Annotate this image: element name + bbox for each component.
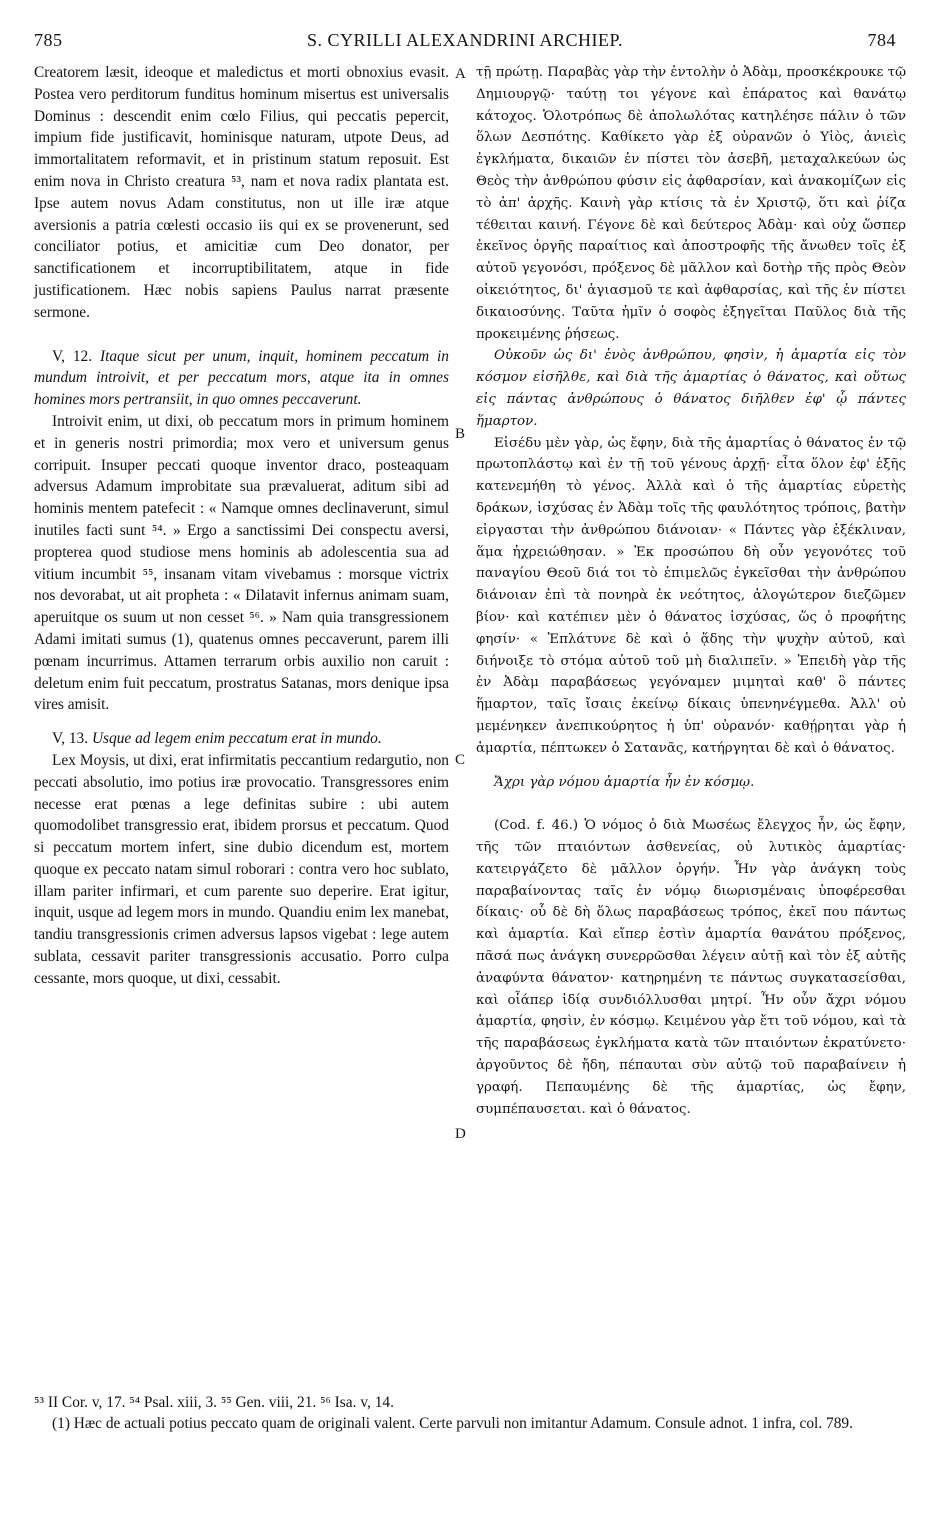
verse-text: Οὐκοῦν ὡς δι' ἑνὸς ἀνθρώπου, φησὶν, ἡ ἁμαρτία εἰς τὸν κόσμον εἰσῆλθε, καὶ διὰ τῆς ἁμαρτίας ὁ θάνατος, καὶ οὕτως εἰς πάντας ἀνθρώπους ὁ θάνατος διῆλθεν ἐφ' ᾧ πάντες ἥμαρτον. (476, 348, 906, 429)
column-number-right: 784 (867, 30, 896, 50)
greek-column (476, 62, 906, 1120)
column-number-left: 785 (34, 30, 63, 50)
greek-verse-13 (476, 772, 906, 794)
latin-verse-13 (34, 728, 449, 750)
latin-column (34, 62, 449, 990)
margin-letter-a: A (455, 66, 466, 82)
footnote-1: (1) Hæc de actuali potius peccato quam de originali valent. Certe parvuli non imitantur Adamum. Consule adnot. 1 infra, col. 789. (52, 1415, 853, 1432)
latin-paragraph: Introivit enim, ut dixi, ob peccatum mors in primum hominem et in generis nostri primordia; mox vero et universum genus corripuit. Insuper peccati quoque inventor draco, posteaquam adversus Adamum improbitate sua prævaluerat, aditum sibi ad hominis mentem patefecit : « Namque omnes declinaverunt, simul inutiles facti sunt ⁵⁴. » Ergo a sanctissimi Dei conspectu aversi, propterea quod studiose mens hominis ab adolescentia sua ad vitium incumbit ⁵⁵, insanam vitam vivebamus : morsque victrix nos devorabat, ut ait propheta : « Dilatavit infernus animam suam, aperuitque os suum ut non cesset ⁵⁶. » Nam quia transgressionem Adami imitati sumus (1), quatenus omnes peccaverunt, parem illi pœnam incurrimus. Attamen terrarum orbis auxilio non caruit : deletum enim fuit peccatum, prostratus Satanas, mors denique ipsa vires amisit. (34, 412, 449, 714)
footnote-references: ⁵³ II Cor. v, 17. ⁵⁴ Psal. xiii, 3. ⁵⁵ Gen. viii, 21. ⁵⁶ Isa. v, 14. (34, 1394, 394, 1411)
running-title: S. CYRILLI ALEXANDRINI ARCHIEP. (306, 30, 623, 50)
greek-paragraph: τῇ πρώτῃ. Παραβὰς γὰρ τὴν ἐντολὴν ὁ Ἀδὰμ, προσκέκρουκε τῷ Δημιουργῷ· ταύτῃ τοι γέγονε καὶ ἐπάρατος καὶ θανάτῳ κάτοχος. Ὁλοτρόπως δὲ ἀπολωλότας κατηλέησε πάλιν ὁ τῶν ὅλων Δεσπότης. Καθίκετο γὰρ ἐξ οὐρανῶν ὁ Υἱὸς, ἀνιεὶς ἐγκλήματα, δικαιῶν ἐν πίστει τὸν ἀσεβῆ, μεταχαλκεύων ὡς Θεὸς τὴν ἀνθρώπου φύσιν εἰς ἀφθαρσίαν, καὶ ἀνακομίζων εἰς τὸ ἀπ' ἀρχῆς. Καινὴ γὰρ κτίσις τὰ ἐν Χριστῷ, ὅτι καὶ ῥίζα τέθειται καινή. Γέγονε δὲ καὶ δεύτερος Ἀδὰμ· καὶ οὐχ ὥσπερ ἐκεῖνος ὀργῆς παραίτιος καὶ ἀποστροφῆς τῆς ἄνωθεν τοῖς ἐξ αὐτοῦ γεγονόσι, πρόξενος δὲ μᾶλλον καὶ δοτὴρ τῆς πρὸς Θεὸν οἰκειότητος, δι' ἁγιασμοῦ τε καὶ ἀφθαρσίας, καὶ τῆς ἐν πίστει δικαιοσύνης. Ταῦτα ἡμῖν ὁ σοφὸς ἐξηγεῖται Παῦλος διὰ τῆς προκειμένης ῥήσεως. (476, 65, 906, 342)
latin-verse-12 (34, 346, 449, 411)
margin-letter-d: D (455, 1126, 466, 1142)
margin-letter-c: C (455, 752, 466, 768)
footnotes (34, 1392, 896, 1434)
verse-reference: V, 13. (52, 730, 89, 748)
page-header (34, 30, 896, 56)
greek-paragraph: (Cod. f. 46.) Ὁ νόμος ὁ διὰ Μωσέως ἔλεγχος ἦν, ὡς ἔφην, τῆς τῶν πταιόντων ἀσθενείας, οὐ λυτικὸς ἁμαρτίας· κατειργάζετο δὲ μᾶλλον ὀργήν. Ἦν γὰρ ἀνάγκη τοὺς παραβαίνοντας ταῖς ἐν νόμῳ διωρισμέναις ὑποφέρεσθαι δίκαις· οὗ δὲ δὴ ὅλως παραβάσεως τρόπος, ἐκεῖ που πάντως καὶ ἁμαρτία. Καὶ εἴπερ ἐστὶν ἁμαρτία θανάτου πρόξενος, πᾶσά πως ἀνάγκη συνερρῶσθαι λέγειν αὐτῇ καὶ τὸν ἐξ αὐτῆς ἀναφύντα θάνατον· κατηρημένη τε πάντως συγκατασείσθαι, καὶ οἷάπερ ἰδίᾳ συνδιόλλυσθαι μητρί. Ἦν οὖν ἄχρι νόμου ἁμαρτία, φησὶν, ἐν κόσμῳ. Κειμένου γὰρ ἔτι τοῦ νόμου, καὶ τὰ τῆς παραβάσεως ἐγκλήματα κατὰ τῶν πταιόντων ἐκρατύνετο· ἀργοῦντος δὲ ἤδη, πέπαυται σὺν αὐτῷ τοῦ παραβαίνειν ἡ γραφή. Πεπαυμένης δὲ τῆς ἁμαρτίας, ὡς ἔφην, συμπέπαυσεται. καὶ ὁ θάνατος. (476, 818, 906, 1117)
latin-paragraph: Creatorem læsit, ideoque et maledictus et morti obnoxius evasit. Postea vero perditorum funditus hominum misertus est universalis Dominus : descendit enim cœlo Filius, qui peccatis pepercit, impium fide justificavit, hominisque naturam, utpote Deus, ad immortalitatem reformavit, et in pristinum statum reposuit. Est enim nova in Christo creatura ⁵³, nam et nova radix plantata est. Ipse autem novus Adam constitutus, non ut ille iræ atque aversionis a patria cœlesti occasio iis qui ex se provenerunt, sed conciliator potius, et amicitiæ cum Deo donator, per sanctificationem et incorruptibilitatem, atque in fide justificationem. Hæc nobis sapiens Paulus narrat præsente sermone. (34, 64, 449, 321)
verse-text: Ἄχρι γὰρ νόμου ἁμαρτία ἦν ἐν κόσμῳ. (494, 774, 755, 790)
greek-verse-12 (476, 345, 906, 432)
verse-reference: V, 12. (52, 347, 93, 365)
greek-paragraph: Εἰσέδυ μὲν γὰρ, ὡς ἔφην, διὰ τῆς ἁμαρτίας ὁ θάνατος ἐν τῷ πρωτοπλάστῳ καὶ ἐν τῇ τοῦ γένους ἀρχῇ· εἶτα ὅλον ἐφ' ἑξῆς κατενεμήθη τὸ γένος. Ἀλλὰ καὶ ὁ τῆς ἁμαρτίας εὑρετὴς δράκων, ἰσχύσας ἐν Ἀδὰμ τοῖς τῆς φαυλότητος τρόποις, βατὴν εἰργασται τὴν ἀνθρώπου διάνοιαν· « Πάντες γὰρ ἐξέκλιναν, ἅμα ἠχρειώθησαν. » Ἐκ προσώπου δὴ οὖν γεγονότες τοῦ παναγίου Θεοῦ διά τοι τὸ ἐπιμελῶς ἐγκεῖσθαι τὴν ἀνθρώπου διάνοιαν ἐπὶ τὰ πονηρὰ ἐκ νεότητος, ἀλογώτερον διεζῶμεν βίον· καὶ κατέπιεν μὲν ὁ θάνατος ἰσχύσας, ὥς ὁ προφήτης φησίν· « Ἐπλάτυνε δὲ καὶ ὁ ᾅδης τὴν ψυχὴν αὐτοῦ, καὶ διήνοιξε τὸ στόμα αὐτοῦ τοῦ μὴ διαλιπεῖν. » Ἐπειδὴ γὰρ τῆς ἐν Ἀδὰμ παραβάσεως γεγόναμεν μιμηταὶ καθ' ὃ πάντες ἥμαρτον, ταῖς ἴσαις ἐκείνῳ δίκαις ὑπενηνέγμεθα. Ἀλλ' οὐ μεμένηκεν ἀνεπικούρητος ἡ ὑπ' οὐρανόν· καθῄρηται γὰρ ἡ ἁμαρτία, πέπτωκεν ὁ Σατανᾶς, κατήργηται δὲ καὶ ὁ θάνατος. (476, 435, 906, 756)
verse-text: Itaque sicut per unum, inquit, hominem peccatum in mundum introivit, et per peccatum mors, atque ita in omnes homines mors pertransiit, in quo omnes peccaverunt. (34, 347, 449, 409)
latin-paragraph: Lex Moysis, ut dixi, erat infirmitatis peccantium redargutio, non peccati absolutio, imo potius iræ provocatio. Transgressores enim necesse erat pœnas a lege definitas subire : ubi autem quomodolibet transgressio erat, ibidem prorsus et peccatum. Quod si peccatum mortem infert, sine dubio dicendum est, mortem quoque ex peccato natam simul roborari : contra vero hoc sublato, illam pariter infirmari, et cum parente suo deperire. Erat igitur, inquit, usque ad legem mors in mundo. Quandiu enim lex manebat, tandiu transgressionis crimen adversus lapsos vigebat : lege autem sublata, cessavit pariter transgressionis accusatio. Porro culpa cessante, mors quoque, ut dixi, cessabit. (34, 751, 449, 987)
verse-text: Usque ad legem enim peccatum erat in mundo. (91, 730, 382, 748)
margin-letter-b: B (455, 426, 466, 442)
